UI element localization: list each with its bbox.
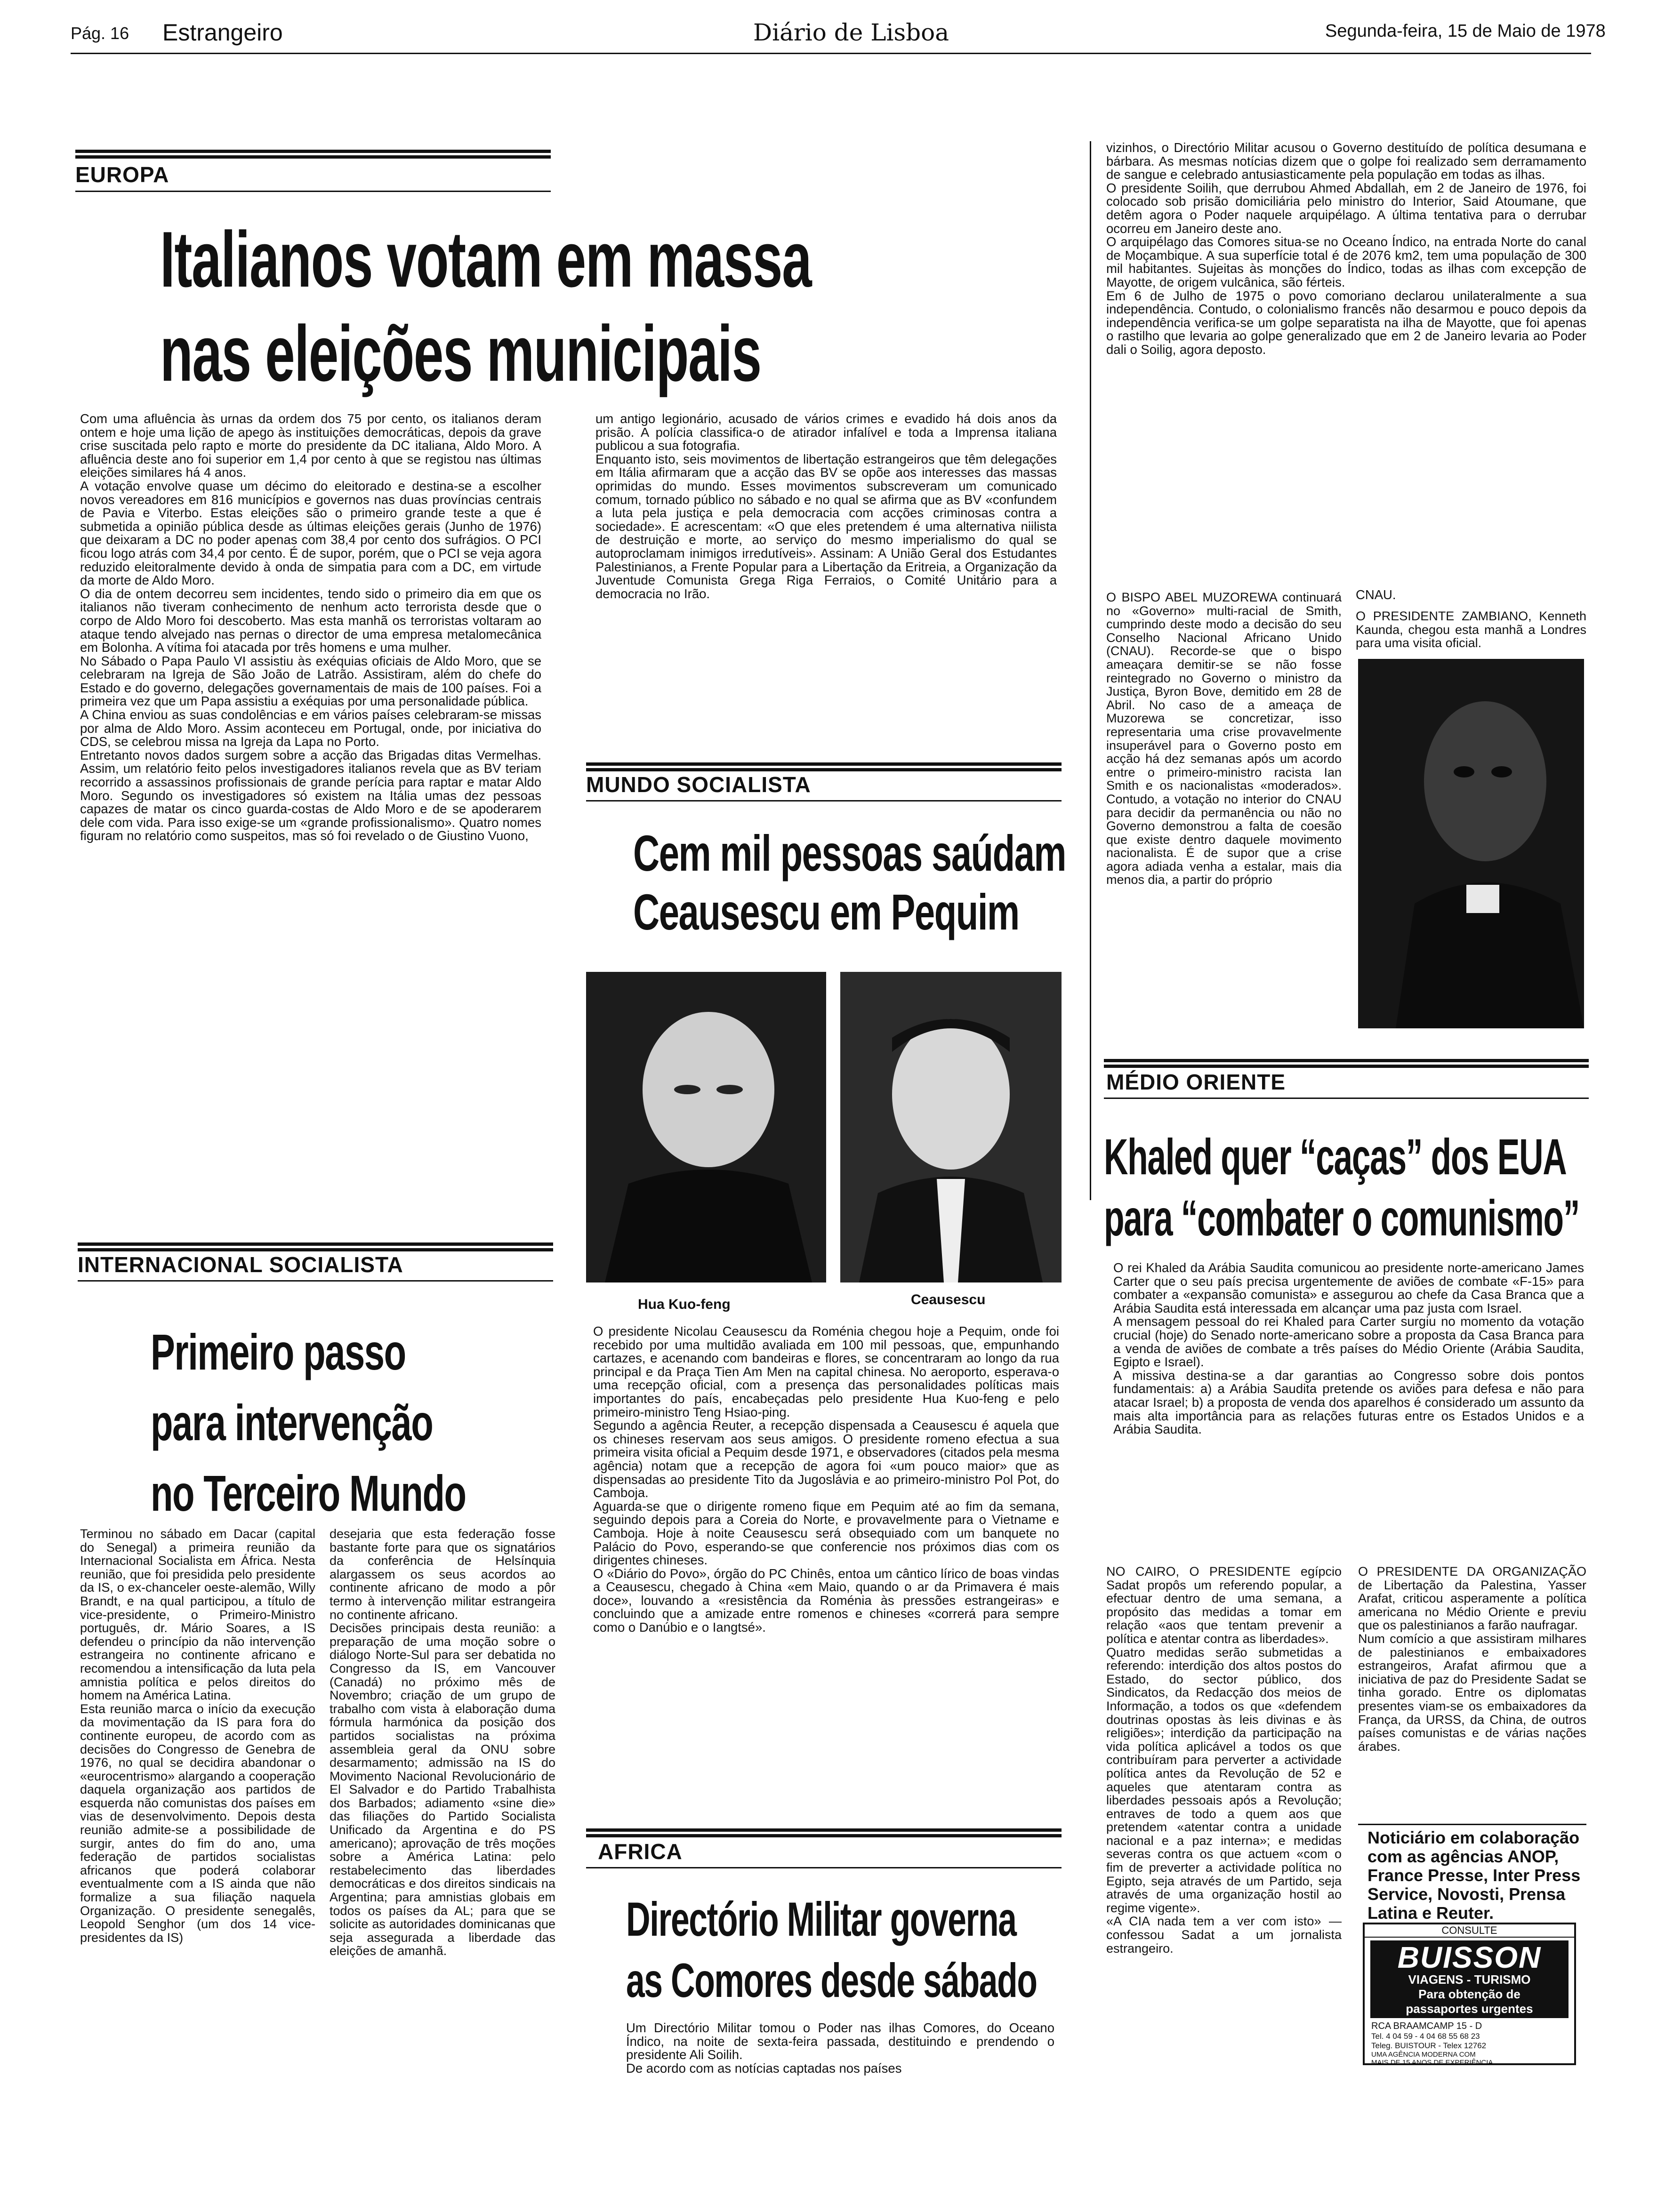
europa-column-1: Com uma afluência às urnas da ordem dos 75 por cento, os italianos deram ontem e hoje uma lição de apego às instituições democráticas, depois da grave crise suscitada pelo rapto e morte do presidente da DC italiana, Aldo Moro. A afluência deste ano foi superior em 1,4 por cento à que se registou nas últimas eleições similares há 4 anos. A votação envolve quase um décimo do eleitorado e destina-se a escolher novos vereadores em 816 municípios e governos nas duas províncias centrais de Pavia e Viterbo. Estas eleições são o primeiro grande teste a que é submetida a opinião pública desde as últimas eleições gerais (Junho de 1976) que deixaram a DC no poder apenas com 38,4 por cento dos sufrágios. O PCI ficou logo atrás com 34,4 por cento. É de supor, porém, que o PCI se veja agora reduzido eleitoralmente devido à onda de simpatia para com a DC, em virtude da morte de Aldo Moro. O dia de ontem decorreu sem incidentes, tendo sido o primeiro dia em que os italianos não tiveram conhecimento de nenhum acto terrorista desde que o corpo de Aldo Moro foi descoberto. Mas esta manhã os terroristas voltaram ao ataque tendo alvejado nas pernas o director de uma empresa metalomecânica em Bolonha. A vítima foi atacada por três homens e uma mulher. No Sábado o Papa Paulo VI assistiu às exéquias oficiais de Aldo Moro, que se celebraram na Igreja de São João de Latrão. Assistiram, além do chefe do Estado e do governo, delegações governamentais de mais de 100 países. Foi a primeira vez que um Papa assistiu a exéquias por uma personalidade pública. A China enviou as suas condolências e em vários países celebraram-se missas por alma de Aldo Moro. Assim aconteceu em Portugal, onde, por iniciativa do CDS, se celebrou missa na Igreja da Lapa no Porto. Entretanto novos dados surgem sobre a acção das Brigadas ditas Vermelhas. Assim, um relatório feito pelos investigadores italianos revela que as BV teriam recorrido a assassinos profissionais de grande perícia para raptar e matar Aldo Moro. Segundo os investigadores só existem na Itália umas dez pessoas capazes de matar os cinco guarda-costas de Aldo Moro e de se apoderarem dele com vida. Para isso exige-se um «grande profissionalismo». Quatro nomes figuram no relatório como suspeitos, mas só foi revelado o de Giustino Vuono, [80,411,541,843]
internacional-column-2: desejaria que esta federação fosse bastante forte para que os signatários da conferência de Helsínquia alargassem os seus acordos ao continente africano de modo a pôr termo à intervenção militar estrangeira no continente africano. Decisões principais desta reunião: a preparação de uma moção sobre o diálogo Norte-Sul para ser debatida no Congresso da IS, em Vancouver (Canadá) no próximo mês de Novembro; criação de um grupo de trabalho com vista à elaboração duma fórmula harmónica da posição dos partidos socialistas na próxima assembleia geral da ONU sobre desarmamento; admissão na IS do Movimento Nacional Revolucionário de El Salvador e do Partido Trabalhista dos Barbados; adiamento «sine die» das filiações do Partido Socialista Unificado da Argentina e do PS americano); aprovação de três moções sobre a América Latina: pelo restabelecimento das liberdades democráticas e dos direitos sindicais na Argentina; para amnistias globais em todos os países da AL; para que se solicite as autoridades dominicanas que seja assegurada a liberdade das eleições de amanhã. [330,1527,555,1958]
africa-headline-2: as Comores desde sábado [626,1954,1037,2007]
europa-headline-2: nas eleições municipais [160,309,761,398]
europa-section-label: EUROPA [75,162,169,187]
noticiario-rule [1358,1824,1586,1825]
ad-footer-2: MAIS DE 15 ANOS DE EXPERIÊNCIA [1371,2059,1493,2067]
mundo-headline-1: Cem mil pessoas saúdam [633,825,1066,882]
mundo-rule-under [586,800,1062,801]
medio-rule-top [1104,1059,1589,1062]
mundo-rule-top [586,762,1062,766]
hua-kuo-feng-photo [586,972,826,1282]
medio-section-label: MÉDIO ORIENTE [1106,1070,1286,1094]
europa-rule-top-2 [75,155,551,159]
cnau-continued: CNAU. [1356,587,1396,602]
medio-rule-under [1104,1098,1589,1099]
buisson-advertisement [1363,1923,1576,2065]
ad-address: RCA BRAAMCAMP 15 - D [1371,2021,1482,2031]
internacional-rule-top [78,1242,553,1246]
internacional-headline-1: Primeiro passo [151,1323,406,1380]
ad-tel: Tel. 4 04 59 - 4 04 68 55 68 23 [1371,2032,1480,2041]
column-divider-right [1090,141,1091,1200]
internacional-headline-2: para intervenção [151,1394,433,1451]
ad-footer-1: UMA AGÊNCIA MODERNA COM [1371,2051,1476,2059]
muzorewa-brief: O BISPO ABEL MUZOREWA continuará no «Governo» multi-racial de Smith, cumprindo deste modo a decisão do seu Conselho Nacional Africano Unido (CNAU). Recorde-se que o bispo ameaçara demitir-se se não fosse reintegrado no Governo o ministro da Justiça, Byron Bove, demitido em 28 de Abril. No caso de a ameaça de Muzorewa se concretizar, isso representaria uma crise provavelmente insuperável para o Governo posto em acção há dez semanas após um acordo entre o primeiro-ministro racista Ian Smith e os nacionalistas «moderados». Contudo, a votação no interior do CNAU para decidir da permanência ou não no Governo demonstrou a falta de coesão que existe dentro daquele movimento nacionalista. É de supor que a crise agora adiada venha a estalar, mais dia menos dia, a partir do próprio [1106,590,1342,887]
ad-brand-box [1370,1940,1569,2018]
mundo-article-text: O presidente Nicolau Ceausescu da Roménia chegou hoje a Pequim, onde foi recebido por uma multidão avaliada em 100 mil pessoas, que, empunhando cartazes, e acenando com bandeiras e flores, se concentraram ao longo da rua principal e da Praça Tien Am Men na capital chinesa. No aeroporto, esperava-o uma recepção oficial, com a presença das personalidades políticas mais importantes do país, encabeçadas pelo presidente Hua Kuo-feng e pelo primeiro-ministro Teng Hsiao-ping. Segundo a agência Reuter, a recepção dispensada a Ceausescu é aquela que os chineses reservam aos seus amigos. O presidente romeno efectua a sua primeira visita oficial a Pequim desde 1971, e observadores (citados pela mesma agência) notam que a recepção de agora foi «um pouco maior» que as dispensadas ao presidente Tito da Jugoslávia e ao primeiro-ministro Pol Pot, do Camboja. Aguarda-se que o dirigente romeno fique em Pequim até ao fim da semana, seguindo depois para a Coreia do Norte, e provavelmente para o Vietname e Camboja. Hoje à noite Ceausescu será obsequiado com um banquete no Palácio do Povo, esperando-se que conferencie nos próximos dias com os dirigentes chineses. O «Diário do Povo», órgão do PC Chinês, entoa um cântico lírico de boas vindas a Ceausescu, chegado à China «em Maio, quando o ar da Primavera é mais doce», louvando a «resistência da Roménia às pressões estrangeiras» e concluindo que a amizade entre romenos e chineses «correrá para sempre como o Danúbio e o Iangtsé». [593,1324,1059,1635]
medio-headline-2: para “combater o comunismo” [1104,1189,1580,1246]
bishop-muzorewa-photo [1358,659,1584,1028]
africa-article-text: Um Directório Militar tomou o Poder nas ilhas Comores, do Oceano Índico, na noite de sexta-feira passada, destituindo e prendendo o presidente Ali Soilih. De acordo com as notícias captadas nos países [626,2020,1054,2076]
newspaper-title: Diário de Lisboa [753,19,949,46]
ceausescu-portrait-drawing [840,972,1062,1282]
photo-caption-hua: Hua Kuo-feng [638,1297,731,1312]
noticiario-note: Noticiário em colaboração com as agências ANOP, France Presse, Inter Press Service, Novosti, Prensa Latina e Reuter. [1367,1828,1581,1923]
ad-telex: Teleg. BUISTOUR - Telex 12762 [1371,2041,1487,2050]
issue-date: Segunda-feira, 15 de Maio de 1978 [1325,21,1606,41]
hua-portrait-drawing [586,972,826,1282]
ad-consulte: CONSULTE [1365,1924,1574,1938]
europa-column-2: um antigo legionário, acusado de vários crimes e evadido há dois anos da prisão. A polícia classifica-o de atirador infalível e toda a Imprensa italiana publicou a sua fotografia. Enquanto isto, seis movimentos de libertação estrangeiros que têm delegações em Itália afirmaram que a acção das BV se opõe aos interesses das massas oprimidas do mundo. Esses movimentos subscreveram um comunicado comum, tornado público no sábado e no qual se afirma que as BV «confundem a luta pela justiça e pela democracia com acções criminosas contra a sociedade». E acrescentam: «O que eles pretendem é uma alternativa niilista de destruição e morte, ao serviço do mesmo imperialismo do qual se autoproclamam inimigos irredutíveis». Assinam: A União Geral dos Estudantes Palestinianos, a Frente Popular para a Libertação da Eritreia, a Organização da Juventude Comunista Grega Riga Ferraios, o Comité Unitário para a democracia no Irão. [595,411,1057,601]
medio-rule-top-2 [1104,1065,1589,1068]
zambia-brief: O PRESIDENTE ZAMBIANO, Kenneth Kaunda, chegou esta manhã a Londres para uma visita oficial. [1356,609,1586,650]
africa-rule-under [586,1867,1062,1868]
ad-line-1: VIAGENS - TURISMO [1408,1972,1531,1987]
internacional-section-label: INTERNACIONAL SOCIALISTA [78,1252,403,1277]
bishop-portrait-drawing [1358,659,1584,1028]
medio-headline-1: Khaled quer “caças” dos EUA [1104,1128,1567,1185]
mundo-headline-2: Ceausescu em Pequim [633,883,1019,940]
africa-rule-top-2 [586,1834,1062,1837]
ad-line-2: Para obtenção de [1418,1987,1520,2001]
section-name: Estrangeiro [162,19,283,46]
europa-rule-top [75,150,551,153]
photo-caption-ceausescu: Ceausescu [911,1292,986,1307]
internacional-column-1: Terminou no sábado em Dacar (capital do Senegal) a primeira reunião da Internacional Socialista em África. Nesta reunião, que foi presidida pelo presidente da IS, o ex-chanceler oeste-alemão, Willy Brandt, e na qual participou, a título de vice-presidente, o Primeiro-Ministro português, dr. Mário Soares, a IS defendeu o princípio da não intervenção estrangeira no continente africano e recomendou a intensificação da luta pela amnistia política e pelos direitos do homem na América Latina. Esta reunião marca o início da execução da movimentação da IS para fora do continente europeu, de acordo com as decisões do Congresso de Genebra de 1976, no qual se decidira abandonar o «eurocentrismo» alargando a cooperação daquela organização aos partidos de esquerda não comunistas dos países em vias de desenvolvimento. Depois desta reunião admite-se a possibilidade de surgir, antes do fim do ano, uma federação de partidos socialistas africanos que poderá colaborar eventualmente com a IS ainda que não formalize a sua filiação naquela Organização. O presidente senegalês, Leopold Senghor (um dos 14 vice-presidentes da IS) [80,1527,315,1945]
ad-line-3: passaportes urgentes [1406,2002,1533,2016]
ceausescu-photo [840,972,1062,1282]
masthead-rule [71,53,1591,54]
africa-section-label: AFRICA [598,1839,683,1864]
internacional-headline-3: no Terceiro Mundo [151,1465,466,1522]
medio-article-text: O rei Khaled da Arábia Saudita comunicou ao presidente norte-americano James Carter que o seu país precisa urgentemente de aviões de combate «F-15» para combater a «expansão comunista» e assegurou ao chefe da Casa Branca que a Arábia Saudita está interessada em alcançar uma paz justa com Israel. A mensagem pessoal do rei Khaled para Carter surgiu no momento da votação crucial (hoje) do Senado norte-americano sobre a proposta da Casa Branca para a venda de aviões de combate a três países do Médio Oriente (Arábia Saudita, Egipto e Israel). A missiva destina-se a dar garantias ao Congresso sobre dois pontos fundamentais: a) a Arábia Saudita pretende os aviões para defesa e não para atacar Israel; b) a proposta de venda dos aparelhos é considerado um assunto da mais alta importância para as relações futuras entre os Estados Unidos e a Arábia Saudita. [1113,1260,1584,1437]
africa-rule-top [586,1828,1062,1832]
internacional-rule-under [78,1280,553,1282]
sadat-brief: NO CAIRO, O PRESIDENTE egípcio Sadat propôs um referendo popular, a efectuar dentro de uma semana, a propósito das medidas a tomar em relação «aos que tentam prevenir a política e atentar contra as liberdades». Quatro medidas serão submetidas a referendo: interdição dos altos postos do Estado, do sector público, dos Sindicatos, da Redacção dos meios de Informação, a todos os que «defendem doutrinas opostas às leis divinas e às religiões»; interdição da participação na vida política aplicável a todos os que contribuíram para perverter a actividade política antes da Revolução de 52 e aqueles que atentaram contra as liberdades pessoais após a Revolução; entraves de todo a quem aos que pretendem «atentar contra a unidade nacional e a paz interna»; e medidas severas contra os que actuem «com o fim de preverter a actividade política no Egipto, seja através de um Partido, seja através de uma organização hostil ao regime vigente». «A CIA nada tem a ver com isto» — confessou Sadat a um jornalista estrangeiro. [1106,1564,1342,1956]
comores-continued-text: vizinhos, o Directório Militar acusou o Governo destituído de política desumana e bárbara. As mesmas notícias dizem que o golpe foi realizado sem derramamento de sangue e celebrado antusiasticamente pela população em todas as ilhas. O presidente Soilih, que derrubou Ahmed Abdallah, em 2 de Janeiro de 1976, foi colocado sob prisão domiciliária pelo ministro do Interior, Said Atoumane, que detêm agora o Poder naquele arquipélago. A última tentativa para o derrubar ocorreu em Janeiro deste ano. O arquipélago das Comores situa-se no Oceano Índico, na entrada Norte do canal de Moçambique. A sua superfície total é de 2076 km2, tem uma população de 300 mil habitantes. Sujeitas às monções do Índico, todas as ilhas com excepção de Mayotte, de origem vulcânica, são férteis. Em 6 de Julho de 1975 o povo comoriano declarou unilateralmente a sua independência. Contudo, o colonialismo francês não desarmou e pouco depois da independência verifica-se um golpe separatista na ilha de Mayotte, que foi apenas o rastilho que levaria ao golpe generalizado que em 2 de Janeiro levaria ao Poder dali o Soilig, agora deposto. [1106,140,1586,357]
africa-headline-1: Directório Militar governa [626,1892,1016,1946]
page-number: Pág. 16 [71,24,129,43]
mundo-section-label: MUNDO SOCIALISTA [586,772,811,797]
ad-brand: BUISSON [1397,1940,1542,1974]
arafat-brief: O PRESIDENTE DA ORGANIZAÇÃO de Libertação da Palestina, Yasser Arafat, criticou asperamente a política americana no Médio Oriente e previu que os palestinianos a farão naufragar. Num comício a que assistiram milhares de palestinianos e embaixadores estrangeiros, Arafat afirmou que a iniciativa de paz do Presidente Sadat se tinha gorado. Entre os diplomatas presentes viam-se os embaixadores da França, da URSS, da China, de outros países comunistas e de várias nações árabes. [1358,1564,1586,1754]
europa-rule-under [75,191,551,192]
europa-headline-1: Italianos votam em massa [160,215,812,304]
